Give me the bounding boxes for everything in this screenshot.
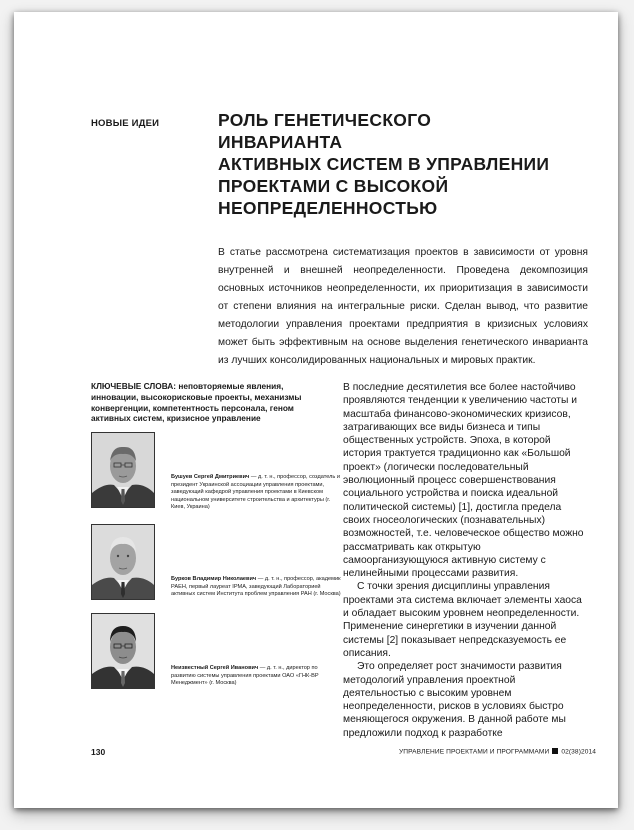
title-line: АКТИВНЫХ СИСТЕМ В УПРАВЛЕНИИ xyxy=(218,154,550,174)
author-card xyxy=(91,524,341,614)
author-card xyxy=(91,432,341,522)
title-line: ПРОЕКТАМИ С ВЫСОКОЙ xyxy=(218,176,449,196)
author-photo xyxy=(91,613,155,689)
section-label: НОВЫЕ ИДЕИ xyxy=(91,118,160,129)
page-number: 130 xyxy=(91,747,106,757)
article-title xyxy=(218,109,558,219)
author-photo xyxy=(91,432,155,508)
journal-footer xyxy=(399,748,596,756)
journal-name: УПРАВЛЕНИЕ ПРОЕКТАМИ И ПРОГРАММАМИ xyxy=(399,748,550,756)
abstract: В статье рассмотрена систематизация проектов в зависимости от уровня внутренней и внешней неопределенности. Проведена декомпозиция основных источников неопределенности, их приоритизация в зависимости от степени влияния на интегральные риски. Сделан вывод, что развитие методологии управления проектами предприятия в кризисных условиях может быть эффективным на основе выделения генетического инварианта из лучших консолидированных национальных и мировых практик. xyxy=(218,247,588,366)
title-line: НЕОПРЕДЕЛЕННОСТЬЮ xyxy=(218,198,438,218)
author-name: Бурков Владимир Николаевич xyxy=(171,576,257,582)
author-card xyxy=(91,613,341,703)
author-name: Бушуев Сергей Дмитриевич xyxy=(171,474,250,480)
author-bio xyxy=(171,576,341,599)
author-description: — д. т. н., профессор, академик РАЕН, первый лауреат IPMA, заведующий Лабораторией активных систем Института проблем управления РАН (г. Москва) xyxy=(171,576,341,598)
author-bio xyxy=(171,665,341,688)
author-description: — д. т. н., профессор, создатель и президент Украинской ассоциации управления проектами, заведующий кафедрой управления проектами в Киевском национальном университете строительства и архитектуры (г. Киев, Украина) xyxy=(171,474,340,511)
body-paragraph: С точки зрения дисциплины управления проектами эта система включает элементы хаоса и обладает высоким уровнем неопределенности. Применение синергетики в изучении данной системы [2] показывает непредсказуемость ее описания. xyxy=(343,581,582,659)
author-photo xyxy=(91,524,155,600)
author-bio xyxy=(171,474,341,512)
journal-page xyxy=(14,12,618,808)
square-icon xyxy=(552,748,558,754)
body-paragraph: Это определяет рост значимости развития методологий управления проектной деятельностью с высоким уровнем неопределенности, рисков в условиях быстро меняющегося окружения. В данной работе мы предложили подход к разработке xyxy=(343,661,566,739)
author-name: Неизвестный Сергей Иванович xyxy=(171,665,259,671)
journal-issue: 02(38)2014 xyxy=(561,748,597,756)
author-description: — д. т. н., директор по развитию системы управления проектами ОАО «ГНК-ВР Менеджмент» (г. Москва) xyxy=(171,665,319,687)
keywords: КЛЮЧЕВЫЕ СЛОВА: неповторяемые явления, инновации, высокорисковые проекты, механизмы конвергенции, компетентность персонала, геном активных систем, кризисное управление xyxy=(91,381,302,424)
article-body xyxy=(343,381,586,740)
body-paragraph: В последние десятилетия все более настойчиво проявляются тенденции к увеличению частоты и масштаба финансово-экономических кризисов, затрагивающих все виды бизнеса и типы общественных устройств. Эпоха, в которой история трактуется традиционно как «Большой проект» (логически последовательный эволюционный процесс совершенствования социального устройства и поиска идеальной политической системы) [1], достигла предела своих гносеологических (познавательных) возможностей, т.е. человеческое общество можно рассматривать как открытую самоорганизующуюся активную систему с нелинейными процессами развития. xyxy=(343,382,584,580)
title-line: РОЛЬ ГЕНЕТИЧЕСКОГО ИНВАРИАНТА xyxy=(218,110,432,152)
